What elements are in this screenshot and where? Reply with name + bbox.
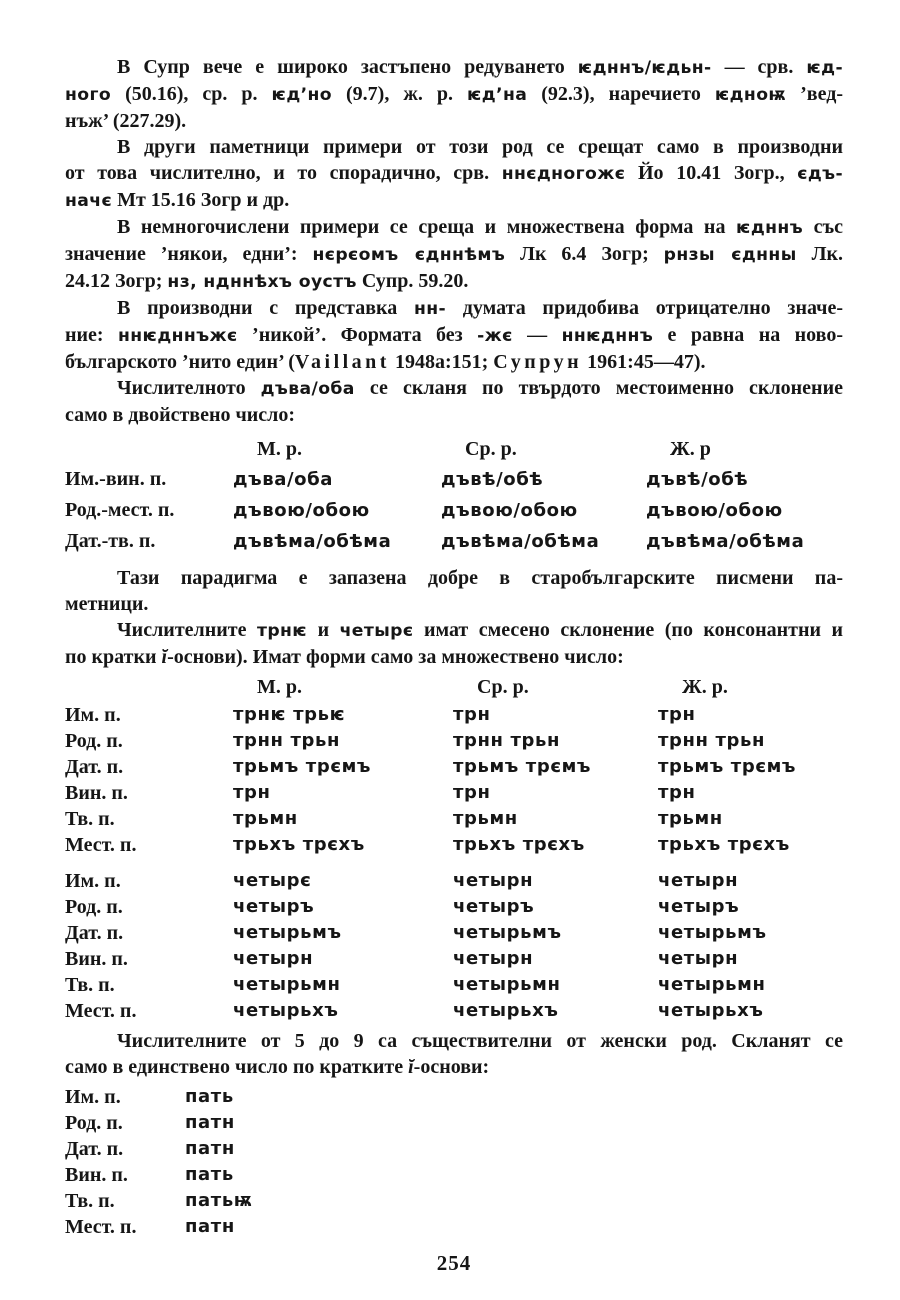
text-line: Числителните трнѥ и четырє имат смесено склонение (по консонантни и (117, 619, 843, 641)
ocs-form: трн (658, 704, 696, 725)
ocs-form: четырє (233, 870, 312, 891)
gender-column-header: Ж. р (670, 438, 711, 460)
paragraph-dva-oba-intro (65, 375, 843, 428)
case-label: Тв. п. (65, 808, 115, 830)
text-line: Числителните от 5 до 9 са съществителни от женски род. Скланят се (117, 1030, 843, 1052)
case-label: Вин. п. (65, 1164, 128, 1186)
ocs-word: дъва/оба (260, 379, 355, 399)
ocs-form: четырн (233, 948, 314, 969)
ocs-word: ннѥдннъ (561, 326, 654, 346)
gender-column-header: Ср. р. (465, 438, 517, 460)
ocs-word: рнзы єднны (663, 245, 797, 265)
text-line: В други паметници примери от този род се срещат само в производни (117, 136, 843, 158)
table-corner-cell (65, 434, 233, 464)
ocs-form: трн (453, 704, 491, 725)
ocs-word: ѥдноѭ (714, 85, 787, 105)
ocs-form: трьхъ трєхъ (658, 834, 790, 855)
italic-text: ĭ (161, 646, 168, 668)
gender-column-header: Ж. р. (682, 676, 728, 698)
text-line: ного (50.16), ср. р. ѥд’но (9.7), ж. р. ѥд’на (92.3), наречието ѥдноѭ ’вед- (65, 83, 843, 105)
ocs-form: дъвою/обою (646, 500, 783, 521)
ocs-word: ѥдннъ (736, 218, 804, 238)
gender-column-header: М. р. (257, 676, 302, 698)
text-line: Тази парадигма е запазена добре в старобългарските писмени па- (117, 567, 843, 589)
ocs-form: трьмъ трємъ (658, 756, 797, 777)
ocs-form: трьмн (233, 808, 298, 829)
case-label: Род. п. (65, 896, 123, 918)
case-label: Род. п. (65, 1112, 123, 1134)
text-line: В немногочислени примери се среща и множествена форма на ѥдннъ със (117, 216, 843, 238)
case-label: Дат. п. (65, 756, 124, 778)
case-label: Дат. п. (65, 922, 124, 944)
case-label: Мест. п. (65, 1000, 137, 1022)
ocs-form: четыръ (233, 896, 315, 917)
ocs-form: дъвѣма/обѣма (441, 531, 600, 552)
ocs-word: трнѥ (256, 621, 308, 641)
text-line: ние: ннѥдннъжє ’никой’. Формата без -жє — ннѥдннъ е равна на ново- (65, 324, 843, 346)
ocs-word: нз, ндннѣхъ оустъ (167, 272, 357, 292)
ocs-form: дъва/оба (233, 469, 334, 490)
ocs-form: четырьмъ (233, 922, 342, 943)
text-line: по кратки ĭ-основи). Имат форми само за множествено число: (65, 646, 624, 668)
case-label: Им. п. (65, 704, 121, 726)
table-group (65, 464, 843, 557)
ocs-form: патн (185, 1112, 235, 1133)
case-label: Род.-мест. п. (65, 499, 175, 521)
ocs-word: ннѥдннъжє (118, 326, 238, 346)
case-label: Тв. п. (65, 1190, 115, 1212)
ocs-form: трн (658, 782, 696, 803)
ocs-word: ѥдннъ/ѥдьн- (577, 58, 712, 78)
ocs-form: четырьхъ (453, 1000, 559, 1021)
case-label: Вин. п. (65, 782, 128, 804)
ocs-form: четырьмн (233, 974, 341, 995)
ocs-form: четырьхъ (233, 1000, 339, 1021)
case-label: Им.-вин. п. (65, 468, 167, 490)
table-group (65, 868, 843, 1024)
declension-table-two-oba (65, 434, 843, 557)
text-line: В производни с представка нн- думата придобива отрицателно значе- (117, 297, 843, 319)
paragraph-other-monuments (65, 134, 843, 214)
ocs-word: -жє (477, 326, 513, 346)
ocs-form: трнн трьн (233, 730, 340, 751)
text-line: Числителното дъва/оба се скланя по твърдото местоименно склонение (117, 377, 843, 399)
ocs-form: патьѭ (185, 1190, 253, 1211)
paragraph-three-four-intro (65, 617, 843, 670)
case-label: Мест. п. (65, 834, 137, 856)
text-line: В Супр вече е широко застъпено редуването ѥдннъ/ѥдьн- — срв. ѥд- (117, 56, 843, 78)
text-line: само в единствено число по кратките ĭ-основи: (65, 1056, 490, 1078)
text-line: начє Мт 15.16 Зогр и др. (65, 189, 290, 211)
ocs-word: ѥд’но (271, 85, 333, 105)
ocs-form: пать (185, 1086, 234, 1107)
letterspaced-text: Супрун (493, 351, 583, 373)
ocs-word: нєрєомъ єдннѣмъ (312, 245, 506, 265)
table-header-row (65, 672, 843, 702)
text-line: от това числително, и то спорадично, срв. ннєдногожє Йо 10.41 Зогр., єдъ- (65, 162, 843, 184)
ocs-form: четырьмъ (453, 922, 562, 943)
declension-list-five (65, 1084, 843, 1240)
ocs-form: четырьмн (453, 974, 561, 995)
ocs-form: трьмъ трємъ (453, 756, 592, 777)
ocs-form: пать (185, 1164, 234, 1185)
text-line: само в двойствено число: (65, 404, 296, 426)
text-line: 24.12 Зогр; нз, ндннѣхъ оустъ Супр. 59.20. (65, 270, 469, 292)
ocs-word: нн- (413, 299, 447, 319)
paragraph-plural-form (65, 214, 843, 295)
ocs-form: трн (453, 782, 491, 803)
letterspaced-text: Vaillant (294, 351, 390, 373)
ocs-form: дъвою/обою (441, 500, 578, 521)
paragraph-five-to-nine (65, 1028, 843, 1080)
ocs-form: четыръ (658, 896, 740, 917)
text-line: българското ’нито един’ (Vaillant 1948a:151; Супрун 1961:45—47). (65, 351, 706, 373)
ocs-form: патн (185, 1138, 235, 1159)
case-label: Им. п. (65, 1086, 121, 1108)
ocs-form: трнѥ трьѥ (233, 704, 346, 725)
ocs-form: дъвѣма/обѣма (233, 531, 392, 552)
ocs-word: четырє (339, 621, 414, 641)
declension-table-three-four (65, 672, 843, 1024)
ocs-form: патн (185, 1216, 235, 1237)
table-group (65, 702, 843, 858)
case-label: Тв. п. (65, 974, 115, 996)
table-corner-cell (65, 672, 233, 702)
ocs-form: трьмн (658, 808, 723, 829)
paragraph-edin-alternation (65, 54, 843, 134)
ocs-form: четырьхъ (658, 1000, 764, 1021)
case-label: Дат. п. (65, 1138, 124, 1160)
text-line: метници. (65, 593, 149, 615)
ocs-form: трьмъ трємъ (233, 756, 372, 777)
ocs-form: четырьмъ (658, 922, 767, 943)
ocs-form: дъвою/обою (233, 500, 370, 521)
ocs-word: ѥд’на (466, 85, 528, 105)
ocs-form: четыръ (453, 896, 535, 917)
ocs-form: четырн (658, 948, 739, 969)
ocs-form: четырн (658, 870, 739, 891)
ocs-word: єдъ- (797, 164, 843, 184)
ocs-word: ннєдногожє (501, 164, 626, 184)
case-label: Дат.-тв. п. (65, 530, 156, 552)
ocs-word: ѥд- (806, 58, 843, 78)
ocs-form: трнн трьн (658, 730, 765, 751)
ocs-form: четырьмн (658, 974, 766, 995)
ocs-form: четырн (453, 870, 534, 891)
table-header-row (65, 434, 843, 464)
italic-text: ĭ (408, 1056, 414, 1078)
ocs-form: трьхъ трєхъ (233, 834, 365, 855)
ocs-form: дъвѣ/обѣ (441, 469, 544, 490)
paragraph-negative-prefix (65, 295, 843, 375)
gender-column-header: М. р. (257, 438, 302, 460)
ocs-form: трнн трьн (453, 730, 560, 751)
case-label: Им. п. (65, 870, 121, 892)
ocs-form: трьхъ трєхъ (453, 834, 585, 855)
ocs-form: четырн (453, 948, 534, 969)
case-label: Род. п. (65, 730, 123, 752)
case-label: Вин. п. (65, 948, 128, 970)
page-number: 254 (436, 1251, 472, 1275)
ocs-word: ного (65, 85, 112, 105)
ocs-form: дъвѣма/обѣма (646, 531, 805, 552)
text-line: нъж’ (227.29). (65, 110, 187, 132)
case-label: Мест. п. (65, 1216, 137, 1238)
text-line: значение ’някои, едни’: нєрєомъ єдннѣмъ Лк 6.4 Зогр; рнзы єднны Лк. (65, 243, 843, 265)
ocs-form: трн (233, 782, 271, 803)
paragraph-paradigm-preserved (65, 565, 843, 617)
ocs-form: трьмн (453, 808, 518, 829)
ocs-word: начє (65, 191, 113, 211)
ocs-form: дъвѣ/обѣ (646, 469, 749, 490)
gender-column-header: Ср. р. (477, 676, 529, 698)
